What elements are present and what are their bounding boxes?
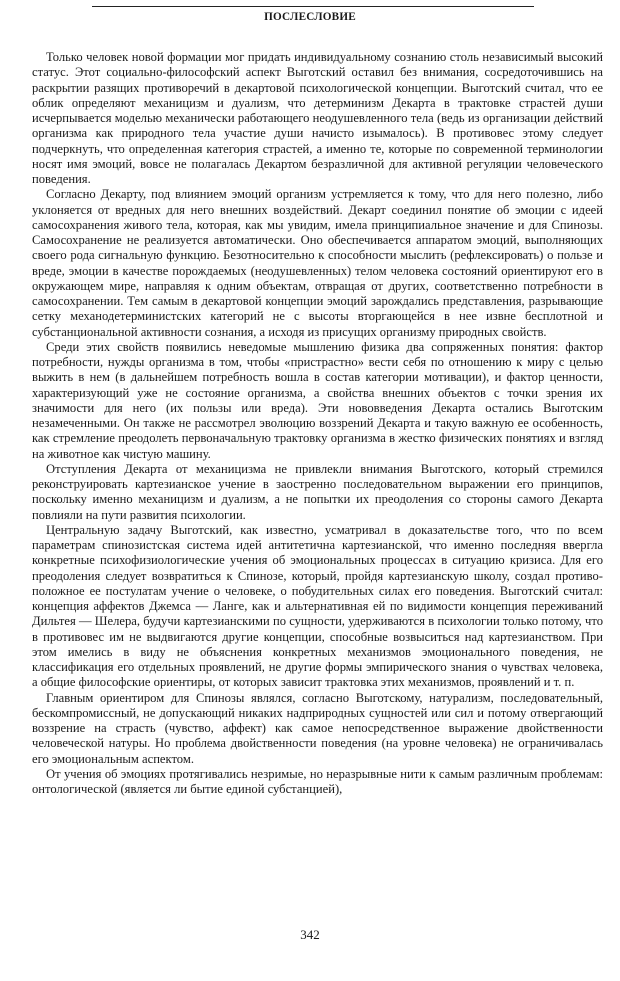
paragraph: Центральную задачу Выготский, как известно, усматривал в доказательстве того, что по всем параметрам спинозистская система идей антитетична картезианской, что именно последняя ввергла конкретные психофизиологические учения об эмоциональных процессах в ситуацию кризиса. Для его преодоления следует возвратиться к Спинозе, который, пройдя картезианскую школу, создал противоположное ее постулатам учение о человеке, о побудительных силах его поведения. Выготский считал: концепция аффектов Джемса — Ланге, как и альтернативная ей по видимости концепция переживаний Дильтея — Шелера, будучи картезианскими по сущности, удерживаются в психологии только потому, что в противовес им не выдвигаются другие концепции, способные возвыситься над картезианством. При этом имелись в виду не объяснения конкретных механизмов эмоционального поведения, не классификация его отдельных проявлений, не другие формы эмпирического знания о чувствах человека, а общие философские ориентиры, от которых зависит трактовка этих механизмов, проявлений и т. п. xyxy=(32,522,603,690)
header-rule xyxy=(92,6,534,7)
body-text xyxy=(32,50,603,797)
paragraph: Отступления Декарта от механицизма не привлекли внимания Выготского, который стремился реконструировать картезианское учение в заостренно последовательном выражении его принципов, поскольку именно механицизм и дуализм, а не попытки их преодоления со стороны самого Декарта повлияли на пути развития психологии. xyxy=(32,461,603,522)
paragraph: Только человек новой формации мог придать индивидуальному сознанию столь независимый высокий статус. Этот социально-философский аспект Выготский оставил без внимания, сосредоточившись на раскрытии разящих противоречий в декартовой психологической концепции. Выготский считал, что ее облик определяют механицизм и дуализм, что детерминизм Декарта в трактовке страстей души исчерпывается моделью механически работающего неодушевленного тела (ведь из организации действий организма как природного тела участие души начисто изымалось). В противовес этому следует подчеркнуть, что определенная категория страстей, а именно те, которые по современной терминологии носят имя эмоций, вовсе не полагалась Декартом безразличной для активной регуляции человеческого поведения. xyxy=(32,50,603,186)
paragraph: Среди этих свойств появились неведомые мышлению физика два сопряженных понятия: фактор потребности, нужды организма в том, чтобы «пристрастно» вести себя по отношению к миру с целью выжить в нем (в дальнейшем потребность вошла в состав категории мотивации), и фактор ценности, характеризующий уже не состояние организма, а свойства внешних объектов с точки зрения их значимости для него (их пользы или вреда). Эти нововведения Декарта остались Выготским незамеченными. Он также не рассмотрел эволюцию воззрений Декарта и такую важную ее особенность, как стремление преодолеть первоначальную трактовку организма в жестко физических понятиях и взгляд на животное как чистую машину. xyxy=(32,339,603,461)
page-number: 342 xyxy=(300,927,320,942)
paragraph: Главным ориентиром для Спинозы являлся, согласно Выготскому, натурализм, последовательный, бескомпромиссный, не допускающий никаких надприродных сущностей или сил и потому отвергающий воззрение на страсть (чувство, аффект) как самое непосредственное выражение двойственности человеческой натуры. Но проблема двойственности поведения (на уровне человека) не ограничивалась его эмоциональным аспектом. xyxy=(32,690,603,766)
paragraph: От учения об эмоциях протягивались незримые, но неразрывные нити к самым различным проблемам: онтологической (является ли бытие единой субстанцией), xyxy=(32,766,603,796)
running-header: ПОСЛЕСЛОВИЕ xyxy=(264,11,356,23)
paragraph: Согласно Декарту, под влиянием эмоций организм устремляется к тому, что для него полезно, либо уклоняется от вредных для него внешних воздействий. Декарт соединил понятие об эмоции с идеей самосохранения живого тела, которая, как мы увидим, имела принципиальное значение и для Спинозы. Самосохранение не реализуется автоматически. Оно обеспечивается аппаратом эмоций, выполняющих своего рода сигнальную функцию. Безотносительно к способности мыслить (рефлексировать) о пользе и вреде, эмоции в качестве порождаемых (неодушевленных) телом человека состояний ориентируют его в окружающем мире, направляя к одним объектам, отвращая от других, соответственно потребности в самосохранении. Тем самым в декартовой концепции эмоций зарождались представления, разрывающие сетку механодетерминистских категорий не с высоты вторгающейся в нее извне бесплотной и субстанциональной активности сознания, а исходя из присущих организму природных свойств. xyxy=(32,187,603,339)
